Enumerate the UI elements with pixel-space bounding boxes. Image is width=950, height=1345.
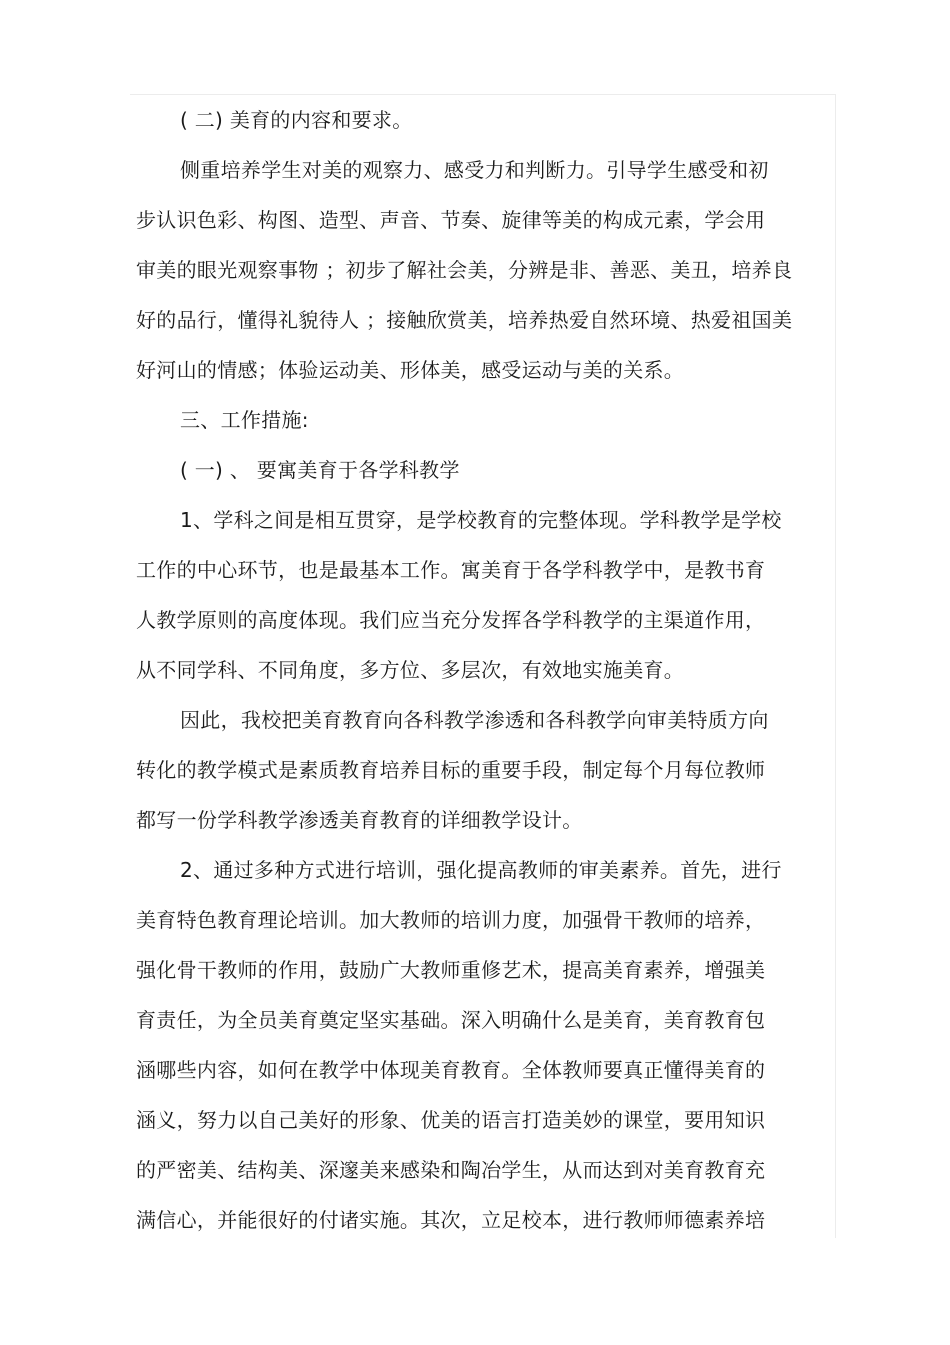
section-heading: ( 二) 美育的内容和要求。 — [180, 108, 413, 132]
paragraph-line: 好河山的情感；体验运动美、形体美，感受运动与美的关系。 — [136, 358, 685, 382]
paragraph-line: 从不同学科、不同角度，多方位、多层次，有效地实施美育。 — [136, 658, 685, 682]
paragraph-line: 侧重培养学生对美的观察力、感受力和判断力。引导学生感受和初 — [180, 158, 769, 182]
paragraph-line: 2、通过多种方式进行培训，强化提高教师的审美素养。首先，进行 — [180, 858, 782, 882]
section-heading: 三、工作措施: — [180, 408, 309, 432]
subsection-heading: ( 一) 、 要寓美育于各学科教学 — [180, 458, 460, 482]
paragraph-line: 涵哪些内容，如何在教学中体现美育教育。全体教师要真正懂得美育的 — [136, 1058, 766, 1082]
paragraph-line: 育责任，为全员美育奠定坚实基础。深入明确什么是美育，美育教育包 — [136, 1008, 766, 1032]
paragraph-line: 好的品行，懂得礼貌待人 ；接触欣赏美，培养热爱自然环境、热爱祖国美 — [136, 308, 793, 332]
paragraph-line: 1、学科之间是相互贯穿，是学校教育的完整体现。学科教学是学校 — [180, 508, 782, 532]
paragraph-line: 满信心，并能很好的付诸实施。其次，立足校本，进行教师师德素养培 — [136, 1208, 766, 1232]
paragraph-line: 美育特色教育理论培训。加大教师的培训力度，加强骨干教师的培养， — [136, 908, 766, 932]
paragraph-line: 强化骨干教师的作用，鼓励广大教师重修艺术，提高美育素养，增强美 — [136, 958, 766, 982]
paragraph-line: 工作的中心环节，也是最基本工作。寓美育于各学科教学中，是教书育 — [136, 558, 766, 582]
paragraph-line: 步认识色彩、构图、造型、声音、节奏、旋律等美的构成元素，学会用 — [136, 208, 766, 232]
paragraph-line: 审美的眼光观察事物 ；初步了解社会美，分辨是非、善恶、美丑，培养良 — [136, 258, 793, 282]
paragraph-line: 都写一份学科教学渗透美育教育的详细教学设计。 — [136, 808, 583, 832]
document-body — [136, 95, 816, 1245]
paragraph-line: 涵义，努力以自己美好的形象、优美的语言打造美妙的课堂，要用知识 — [136, 1108, 766, 1132]
paragraph-line: 的严密美、结构美、深邃美来感染和陶冶学生，从而达到对美育教育充 — [136, 1158, 766, 1182]
paragraph-line: 转化的教学模式是素质教育培养目标的重要手段，制定每个月每位教师 — [136, 758, 766, 782]
paragraph-line: 人教学原则的高度体现。我们应当充分发挥各学科教学的主渠道作用， — [136, 608, 766, 632]
paragraph-line: 因此，我校把美育教育向各科教学渗透和各科教学向审美特质方向 — [180, 708, 769, 732]
